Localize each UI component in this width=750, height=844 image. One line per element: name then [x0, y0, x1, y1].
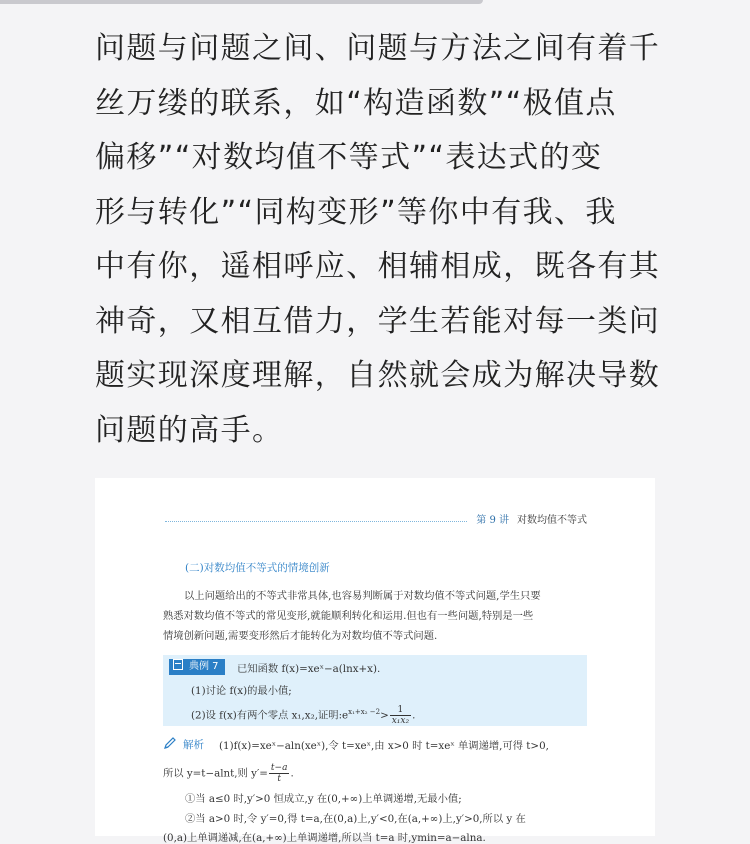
intro-line: 问题的高手。 — [95, 412, 284, 448]
fraction — [390, 705, 411, 726]
paragraph-line: 情境创新问题,需要变形然后才能转化为对数均值不等式问题. — [163, 630, 438, 642]
paragraph-line: 熟悉对数均值不等式的常见变形,就能顺利转化和运用.但也有一些问题,特别是一些 — [163, 610, 534, 622]
example-question-2 — [191, 705, 415, 726]
pencil-icon — [163, 736, 177, 750]
lecture-title: 对数均值不等式 — [517, 515, 587, 526]
solution-label: 解析 — [183, 739, 204, 751]
body-paragraph — [163, 586, 587, 646]
solution-line-4: ②当 a>0 时,令 y′=0,得 t=a,在(0,a)上,y′<0,在(a,+∞)上,y′>0,所以 y 在 — [185, 813, 526, 825]
period: . — [290, 767, 294, 780]
example-badge-label: 典例 7 — [189, 661, 219, 672]
book-page-image — [95, 478, 655, 844]
fraction-denominator: t — [277, 774, 281, 784]
intro-line: 题实现深度理解，自然就会成为解决导数 — [95, 358, 661, 393]
question-2-text: (2)设 f(x)有两个零点 x₁,x₂,证明:e — [191, 709, 349, 722]
section-title: (二)对数均值不等式的情境创新 — [185, 562, 330, 574]
document-icon — [173, 659, 183, 670]
lecture-number: 第 9 讲 — [476, 515, 509, 526]
intro-line: 神奇，又相互借力，学生若能对每一类问 — [95, 303, 661, 339]
top-scroll-indicator — [0, 0, 483, 4]
intro-line: 丝万缕的联系，如“构造函数”“极值点 — [95, 85, 617, 121]
example-statement: 已知函数 f(x)=xeˣ−a(lnx+x). — [237, 663, 381, 675]
solution-line-2 — [163, 763, 294, 784]
fraction-numerator: t−a — [270, 763, 288, 773]
solution-line-1: (1)f(x)=xeˣ−aln(xeˣ),令 t=xeˣ,由 x>0 时 t=xeˣ 单调递增,可得 t>0, — [219, 740, 549, 752]
intro-line: 形与转化”“同构变形”等你中有我、我 — [95, 194, 617, 230]
header-dotted-rule — [165, 521, 467, 522]
page-header — [165, 514, 587, 528]
paragraph-line: 以上问题给出的不等式非常具体,也容易判断属于对数均值不等式问题,学生只要 — [184, 590, 541, 602]
intro-line: 问题与问题之间、问题与方法之间有着千 — [95, 31, 661, 66]
example-box — [163, 655, 587, 726]
header-text — [472, 514, 587, 528]
solution-line-3: ①当 a≤0 时,y′>0 恒成立,y 在(0,+∞)上单调递增,无最小值; — [185, 793, 462, 805]
example-question-1: (1)讨论 f(x)的最小值; — [191, 685, 292, 697]
intro-text — [95, 22, 660, 458]
example-badge — [169, 659, 225, 675]
greater-sign: > — [380, 709, 389, 722]
exponent: x₁+x₂ −2 — [348, 708, 381, 717]
solution-line-5: (0,a)上单调递减,在(a,+∞)上单调递增,所以当 t=a 时,ymin=a−alna. — [163, 832, 486, 844]
intro-line: 偏移”“对数均值不等式”“表达式的变 — [95, 140, 603, 175]
solution-line-2-text: 所以 y=t−alnt,则 y′= — [163, 767, 268, 780]
derivative-fraction — [269, 763, 290, 784]
fraction-denominator: x₁x₂ — [391, 716, 410, 726]
intro-line: 中有你，遥相呼应、相辅相成，既各有其 — [95, 249, 661, 284]
fraction-numerator: 1 — [390, 705, 411, 716]
period: . — [412, 709, 416, 722]
